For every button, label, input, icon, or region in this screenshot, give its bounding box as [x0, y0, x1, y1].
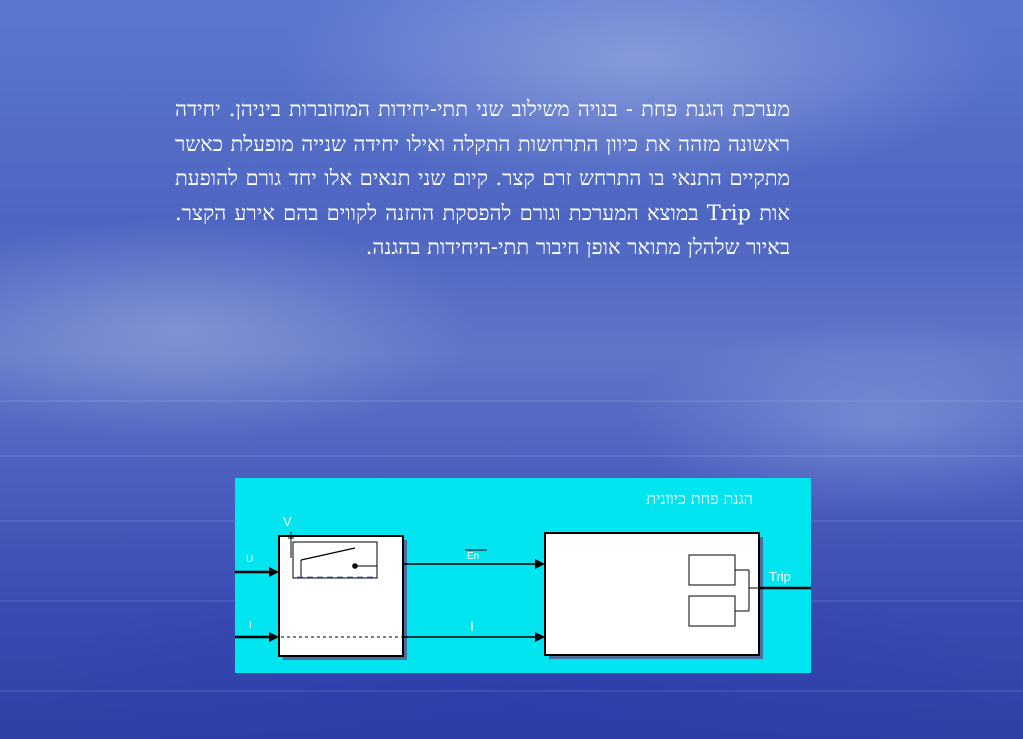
body-paragraph: מערכת הגנת פחת - בנויה משילוב שני תתי-יחידות המחוברות ביניהן. יחידה ראשונה מזהה את כיוון התרחשות התקלה ואילו יחידה שנייה מופעלת כאשר מתקיים התנאי בו התרחש זרם קצר. קיום שני תנאים אלו יחד גורם להופעת אות Trip במוצא המערכת וגורם להפסקת ההזנה לקווים בהם אירע הקצר. באיור שלהלן מתואר אופן חיבור תתי-היחידות בהגנה. [175, 97, 790, 259]
label-v: V [283, 514, 292, 529]
label-en: En [467, 551, 480, 562]
protection-diagram [235, 478, 811, 673]
switch-box [293, 542, 377, 578]
label-signal-i: I [470, 618, 474, 634]
label-trip: Trip [769, 569, 791, 584]
diagram-title: הגנת פחת כיוונית [646, 489, 753, 508]
label-input-i: I [249, 620, 252, 631]
i-arrowhead [535, 632, 545, 642]
input-u-arrowhead [269, 567, 279, 577]
logic-sub-box-1 [689, 555, 735, 585]
en-arrowhead [535, 559, 545, 569]
input-i-arrowhead [269, 632, 279, 642]
logic-block [545, 533, 759, 655]
label-input-u: U [246, 554, 254, 565]
logic-sub-box-2 [689, 596, 735, 626]
